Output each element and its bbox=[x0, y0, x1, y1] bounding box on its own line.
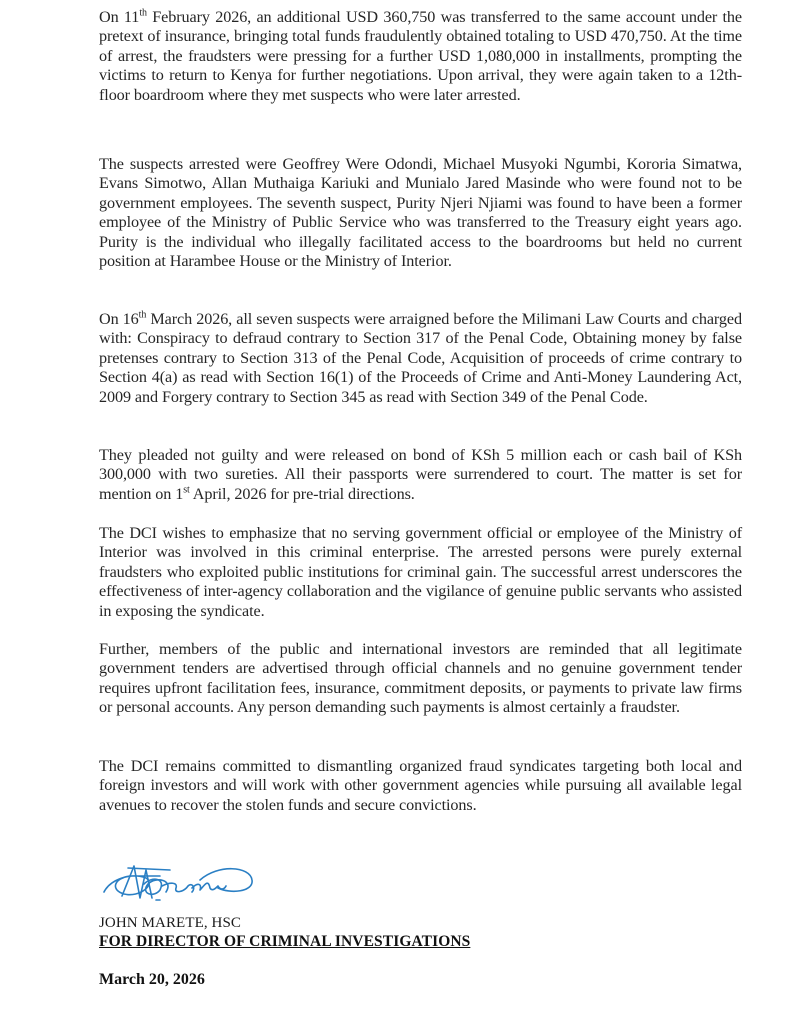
document-date: March 20, 2026 bbox=[99, 971, 205, 988]
paragraph-text: Further, members of the public and international investors are reminded that all legitimate government tenders are advertised through official channels and no genuine government tender requires upfront facilitation fees, insurance, commitment deposits, or payments to private law firms or personal accounts. Any person demanding such payments is almost certainly a fraudster. bbox=[99, 640, 742, 717]
paragraph-text: The suspects arrested were Geoffrey Were Odondi, Michael Musyoki Ngumbi, Kororia Simatwa, Evans Simotwo, Allan Muthaiga Kariuki and Munialo Jared Masinde who were found not to be government employees. The seventh suspect, Purity Njeri Njiami was found to have been a former employee of the Ministry of Public Service who was transferred to the Treasury eight years ago. Purity is the individual who illegally facilitated access to the boardrooms but held no current position at Harambee House or the Ministry of Interior. bbox=[99, 155, 742, 271]
paragraph-text: They pleaded not guilty and were released on bond of KSh 5 million each or cash bail of KSh 300,000 with two sureties. All their passports were surrendered to court. The matter is set for mention on 1 bbox=[99, 446, 742, 503]
paragraph-public-reminder bbox=[99, 640, 742, 718]
paragraph-text: On 11 bbox=[99, 8, 140, 26]
paragraph-text: February 2026, an additional USD 360,750 was transferred to the same account under the pretext of insurance, bringing total funds fraudulently obtained totaling to USD 470,750. At the time of arrest, the fraudsters were pressing for a further USD 1,080,000 in installments, prompting the victims to return to Kenya for further negotiations. Upon arrival, they were again taken to a 12th-floor boardroom where they met suspects who were later arrested. bbox=[99, 8, 743, 104]
paragraph-dci-commitment bbox=[99, 757, 742, 815]
paragraph-dci-emphasis bbox=[99, 524, 742, 621]
ordinal-suffix: th bbox=[139, 7, 147, 19]
paragraph-text: April, 2026 for pre-trial directions. bbox=[189, 484, 415, 503]
signature-icon bbox=[100, 858, 255, 908]
paragraph-suspects bbox=[99, 155, 742, 271]
ordinal-suffix: th bbox=[138, 309, 147, 321]
paragraph-text: On 16 bbox=[99, 310, 139, 328]
paragraph-funds-transfer bbox=[99, 8, 742, 105]
paragraph-charges bbox=[99, 310, 742, 407]
signer-title: FOR DIRECTOR OF CRIMINAL INVESTIGATIONS bbox=[99, 933, 471, 950]
paragraph-plea-bail bbox=[99, 446, 742, 504]
paragraph-text: March 2026, all seven suspects were arraigned before the Milimani Law Courts and charged with: Conspiracy to defraud contrary to Section 317 of the Penal Code, Obtaining money by false pretenses contrary to Section 313 of the Penal Code, Acquisition of proceeds of crime contrary to Section 4(a) as read with Section 16(1) of the Proceeds of Crime and Anti-Money Laundering Act, 2009 and Forgery contrary to Section 345 as read with Section 349 of the Penal Code. bbox=[99, 310, 742, 406]
paragraph-text: The DCI wishes to emphasize that no serving government official or employee of the Ministry of Interior was involved in this criminal enterprise. The arrested persons were purely external fraudsters who exploited public institutions for criminal gain. The successful arrest underscores the effectiveness of inter-agency collaboration and the vigilance of genuine public servants who assisted in exposing the syndicate. bbox=[99, 524, 742, 620]
ordinal-suffix: st bbox=[183, 484, 190, 496]
signer-name: JOHN MARETE, HSC bbox=[99, 915, 242, 931]
paragraph-text: The DCI remains committed to dismantling organized fraud syndicates targeting both local and foreign investors and will work with other government agencies while pursuing all available legal avenues to recover the stolen funds and secure convictions. bbox=[99, 757, 742, 814]
